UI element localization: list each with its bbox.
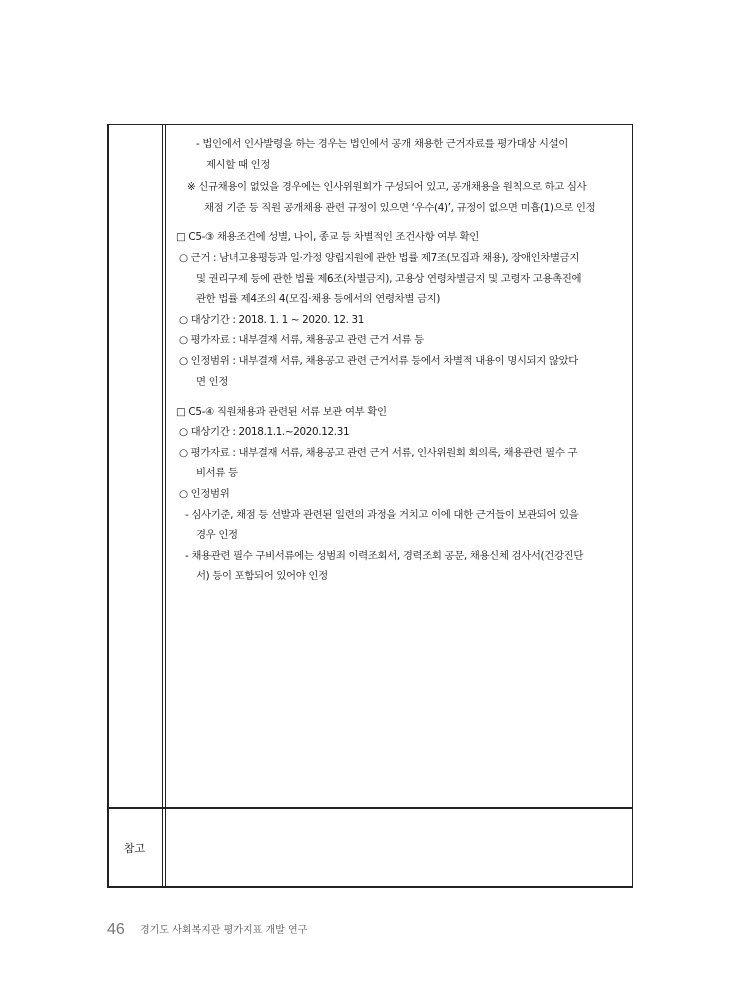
text-line: 및 권리구제 등에 관한 법률 제6조(차별금지), 고용상 연령차별금지 및 고령자 고용촉진에 xyxy=(196,273,582,285)
page-number: 46 xyxy=(107,921,125,938)
list-item: ○ 평가자료 : 내부결재 서류, 채용공고 관련 근거 서류, 인사위원회 회의록, 채용관련 필수 구 xyxy=(179,447,578,459)
text-line: 비서류 등 xyxy=(196,467,238,479)
text-line: 제시할 때 인정 xyxy=(206,159,271,171)
section-heading: □ C5-④ 직원채용과 관련된 서류 보관 여부 확인 xyxy=(176,406,387,418)
text-line: 면 인정 xyxy=(196,376,229,388)
sub-item: - 채용관련 필수 구비서류에는 성범죄 이력조회서, 경력조회 공문, 채용신체 검사서(건강진단 xyxy=(185,550,584,562)
list-item: ○ 인정범위 xyxy=(179,488,230,500)
text-line: 채점 기준 등 직원 공개채용 관련 규정이 있으면 ‘우수(4)’, 규정이 없으면 미흡(1)으로 인정 xyxy=(204,202,596,214)
list-item: ○ 근거 : 남녀고용평등과 일·가정 양립지원에 관한 법률 제7조(모집과 채용), 장애인차별금지 xyxy=(179,252,580,264)
section-heading: □ C5-③ 채용조건에 성별, 나이, 종교 등 차별적인 조건사항 여부 확인 xyxy=(176,231,479,243)
criteria-content xyxy=(166,124,632,807)
list-item: ○ 평가자료 : 내부결재 서류, 채용공고 관련 근거 서류 등 xyxy=(179,334,424,346)
list-item: ○ 대상기간 : 2018.1.1.~2020.12.31 xyxy=(179,426,350,438)
footer-title: 경기도 사회복지관 평가지표 개발 연구 xyxy=(140,925,308,936)
text-line: 관한 법률 제4조의 4(모집·채용 등에서의 연령차별 금지) xyxy=(196,293,441,305)
text-line: - 법인에서 인사발령을 하는 경우는 법인에서 공개 채용한 근거자료를 평가대상 시설이 xyxy=(196,138,568,150)
text-line: 서) 등이 포함되어 있어야 인정 xyxy=(196,570,328,582)
note-line: ※ 신규채용이 없었을 경우에는 인사위원회가 구성되어 있고, 공개채용을 원칙으로 하고 심사 xyxy=(187,181,587,193)
list-item: ○ 대상기간 : 2018. 1. 1 ~ 2020. 12. 31 xyxy=(179,314,365,326)
list-item: ○ 인정범위 : 내부결재 서류, 채용공고 관련 근거서류 등에서 차별적 내용이 명시되지 않았다 xyxy=(179,355,578,367)
column-divider xyxy=(162,124,163,888)
sub-item: - 심사기준, 채점 등 선발과 관련된 일련의 과정을 거치고 이에 대한 근거들이 보관되어 있을 xyxy=(185,509,579,521)
text-line: 경우 인정 xyxy=(196,529,238,541)
row-divider xyxy=(107,807,633,809)
reference-label: 참고 xyxy=(123,841,146,855)
